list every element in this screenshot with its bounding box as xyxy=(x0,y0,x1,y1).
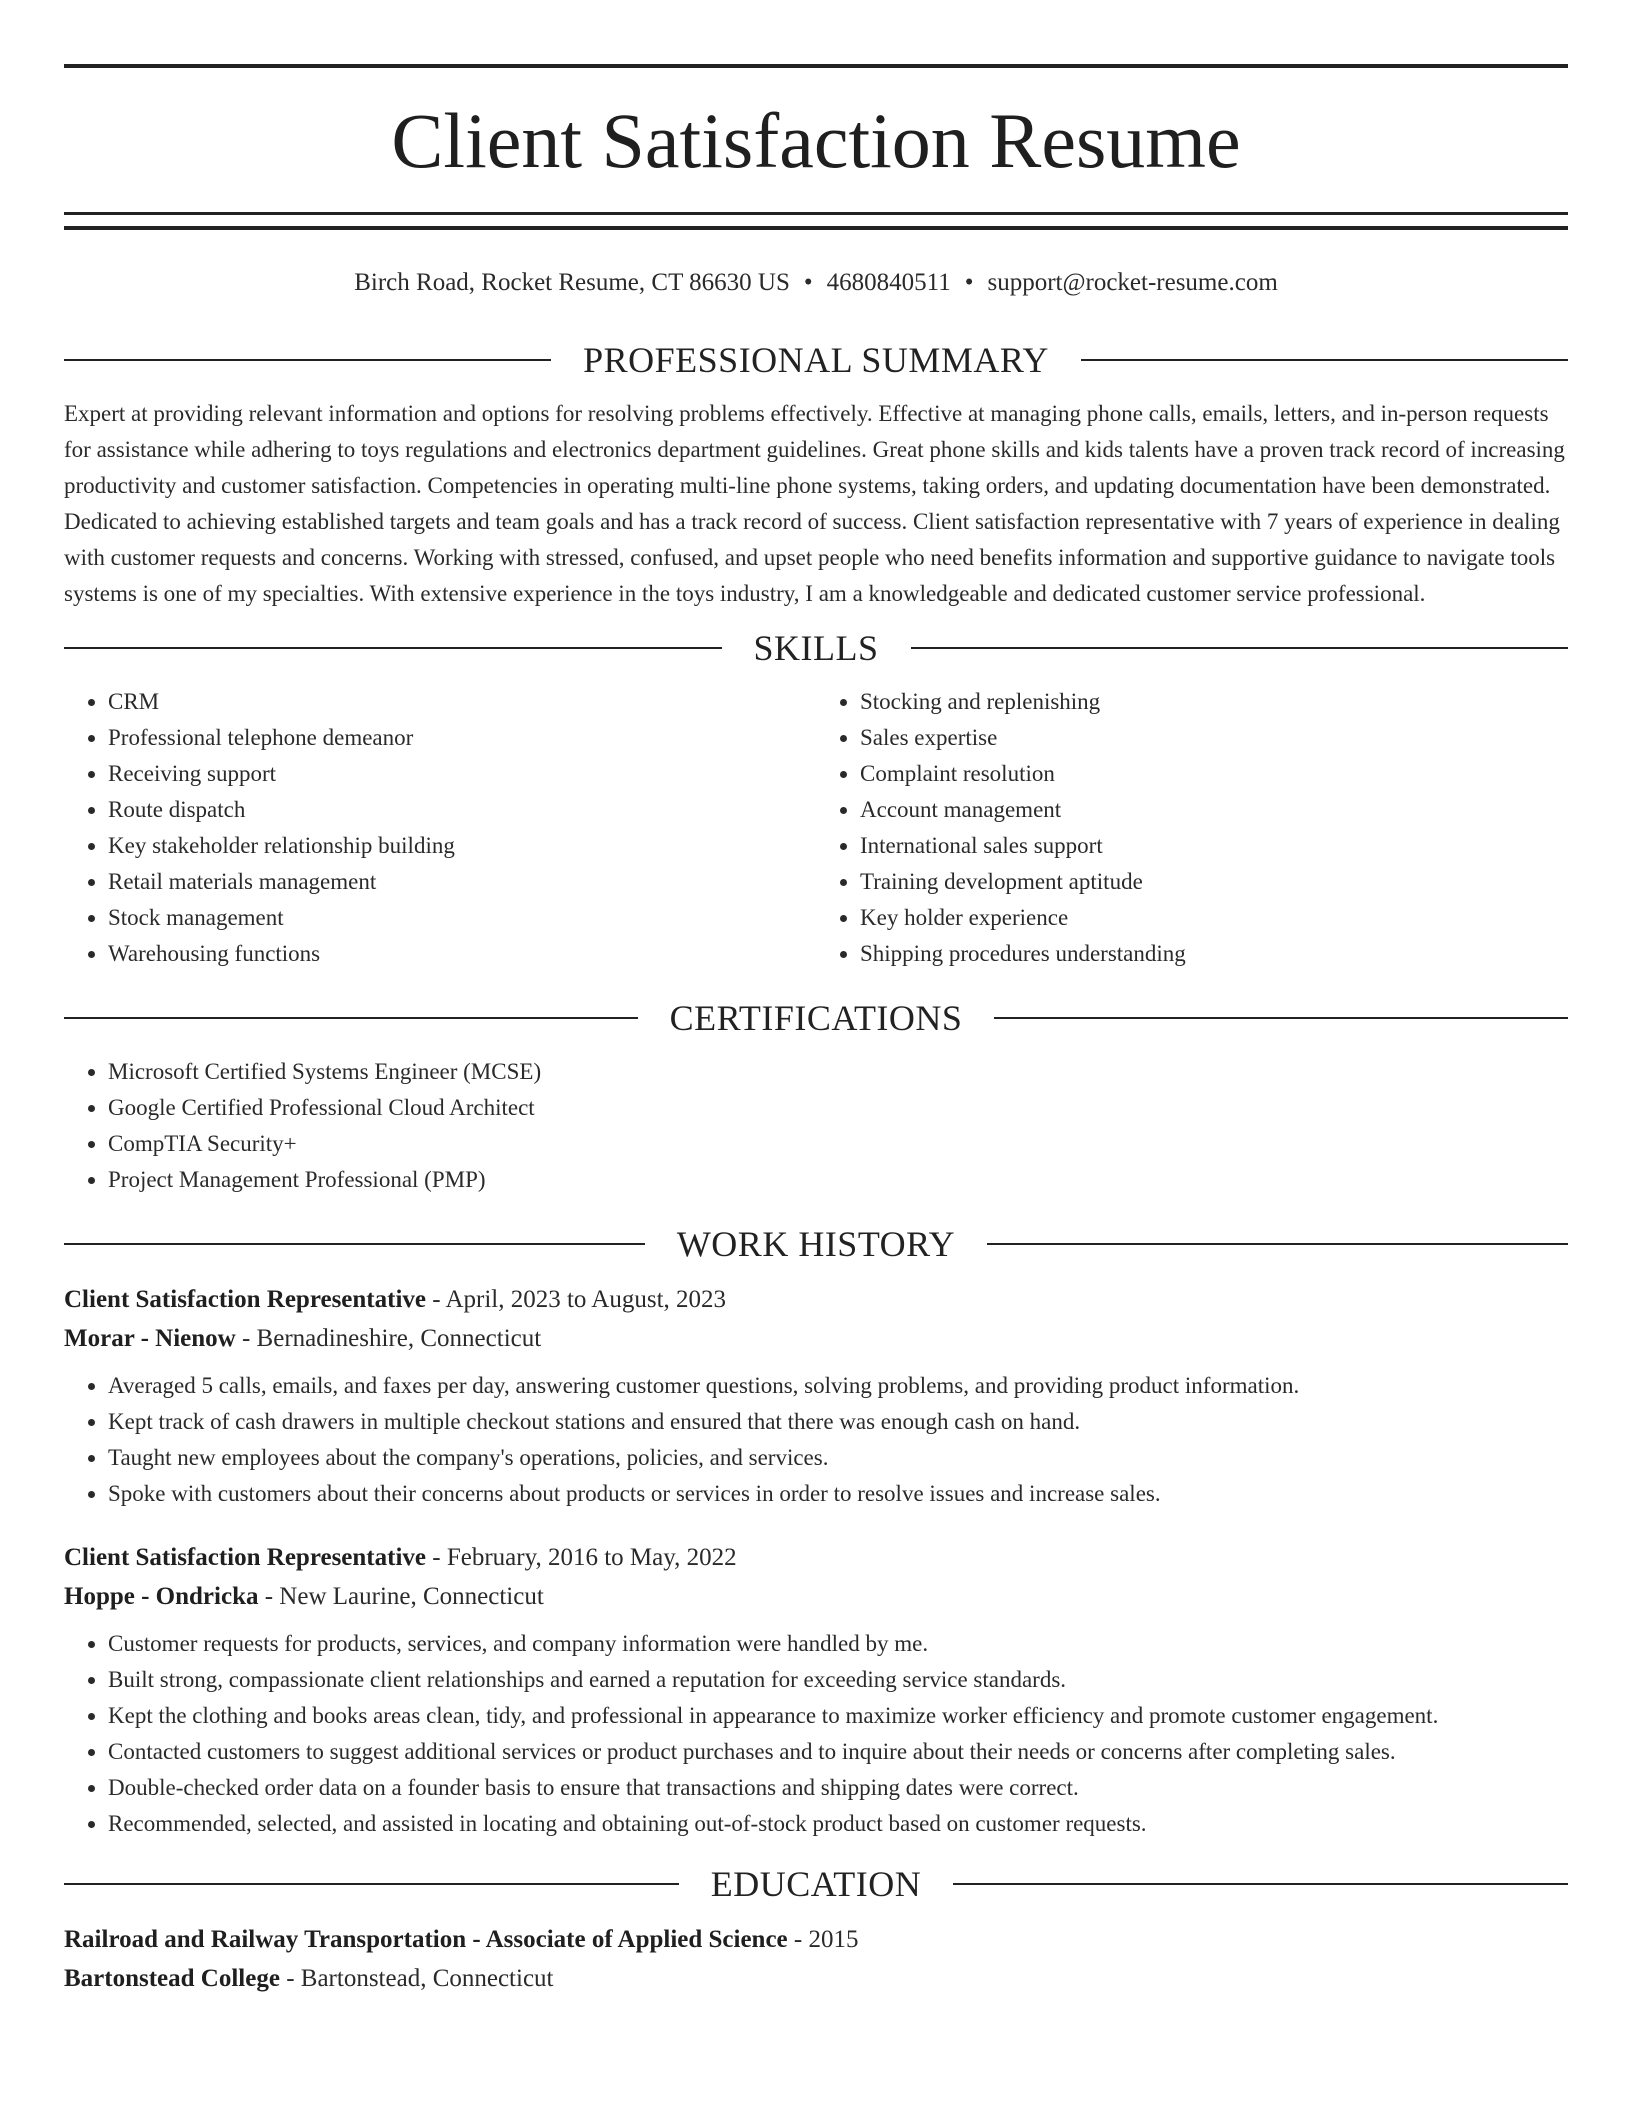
job-company-line xyxy=(64,1319,1568,1358)
list-item: • Stock management xyxy=(108,900,816,936)
list-item: • Built strong, compassionate client relationships and earned a reputation for exceeding service standards. xyxy=(108,1662,1568,1698)
list-item: • Spoke with customers about their concerns about products or services in order to resolve issues and increase sales. xyxy=(108,1476,1568,1512)
education-school: Bartonstead College xyxy=(64,1965,280,1992)
job-company: Hoppe - Ondricka xyxy=(64,1583,259,1610)
section-heading-summary: PROFESSIONAL SUMMARY xyxy=(64,336,1568,384)
job-dates: - April, 2023 to August, 2023 xyxy=(426,1286,727,1313)
list-item: • Recommended, selected, and assisted in locating and obtaining out-of-stock product based on customer requests. xyxy=(108,1806,1568,1842)
list-item: • Taught new employees about the company's operations, policies, and services. xyxy=(108,1440,1568,1476)
top-rule xyxy=(64,64,1568,68)
contact-email[interactable]: support@rocket-resume.com xyxy=(987,269,1278,296)
list-item: • Receiving support xyxy=(108,756,816,792)
list-item: • Microsoft Certified Systems Engineer (MCSE) xyxy=(108,1054,1568,1090)
list-item: • Training development aptitude xyxy=(860,864,1568,900)
education-school-line xyxy=(64,1959,1568,1998)
list-item: • Account management xyxy=(860,792,1568,828)
job-company: Morar - Nienow xyxy=(64,1325,236,1352)
education-location: - Bartonstead, Connecticut xyxy=(279,1965,554,1992)
job-location: - Bernadineshire, Connecticut xyxy=(235,1325,542,1352)
list-item: • Project Management Professional (PMP) xyxy=(108,1162,1568,1198)
section-heading-certifications: CERTIFICATIONS xyxy=(64,994,1568,1042)
work-history xyxy=(64,1280,1568,1842)
job-entry xyxy=(64,1280,1568,1512)
list-item: • Kept the clothing and books areas clean, tidy, and professional in appearance to maximize worker efficiency and promote customer engagement. xyxy=(108,1698,1568,1734)
list-item: • Customer requests for products, services, and company information were handled by me. xyxy=(108,1626,1568,1662)
list-item: • Kept track of cash drawers in multiple checkout stations and ensured that there was enough cash on hand. xyxy=(108,1404,1568,1440)
section-heading-skills: SKILLS xyxy=(64,624,1568,672)
job-title-line xyxy=(64,1538,1568,1577)
education-year: - 2015 xyxy=(787,1926,859,1953)
list-item: • Complaint resolution xyxy=(860,756,1568,792)
skills-columns xyxy=(64,684,1568,972)
job-title: Client Satisfaction Representative xyxy=(64,1286,426,1313)
list-item: • Warehousing functions xyxy=(108,936,816,972)
job-title: Client Satisfaction Representative xyxy=(64,1544,426,1571)
resume-page xyxy=(64,64,1568,1998)
list-item: • Sales expertise xyxy=(860,720,1568,756)
list-item: • Professional telephone demeanor xyxy=(108,720,816,756)
job-location: - New Laurine, Connecticut xyxy=(258,1583,544,1610)
education-degree-line xyxy=(64,1920,1568,1959)
skills-list-left xyxy=(64,684,816,972)
section-heading-education: EDUCATION xyxy=(64,1860,1568,1908)
contact-separator: • xyxy=(803,269,813,296)
contact-separator: • xyxy=(964,269,974,296)
job-dates: - February, 2016 to May, 2022 xyxy=(426,1544,737,1571)
list-item: • Key holder experience xyxy=(860,900,1568,936)
contact-address: Birch Road, Rocket Resume, CT 86630 US xyxy=(354,269,790,296)
list-item: • Averaged 5 calls, emails, and faxes per day, answering customer questions, solving problems, and providing product information. xyxy=(108,1368,1568,1404)
job-title-line xyxy=(64,1280,1568,1319)
education-degree: Railroad and Railway Transportation - Associate of Applied Science xyxy=(64,1926,788,1953)
certifications-list xyxy=(64,1054,1568,1198)
title-double-rule xyxy=(64,212,1568,230)
list-item: • Retail materials management xyxy=(108,864,816,900)
list-item: • Google Certified Professional Cloud Architect xyxy=(108,1090,1568,1126)
contact-line xyxy=(64,269,1568,309)
list-item: • CRM xyxy=(108,684,816,720)
job-company-line xyxy=(64,1577,1568,1616)
section-heading-work-history: WORK HISTORY xyxy=(64,1220,1568,1268)
job-bullets xyxy=(64,1626,1568,1842)
resume-title: Client Satisfaction Resume xyxy=(391,97,1241,184)
job-bullets xyxy=(64,1368,1568,1512)
contact-phone: 4680840511 xyxy=(826,269,951,296)
list-item: • Stocking and replenishing xyxy=(860,684,1568,720)
education-entry xyxy=(64,1920,1568,1998)
list-item: • CompTIA Security+ xyxy=(108,1126,1568,1162)
list-item: • Shipping procedures understanding xyxy=(860,936,1568,972)
list-item: • Route dispatch xyxy=(108,792,816,828)
list-item: • Key stakeholder relationship building xyxy=(108,828,816,864)
skills-list-right xyxy=(816,684,1568,972)
list-item: • Contacted customers to suggest additional services or product purchases and to inquire about their needs or concerns after completing sales. xyxy=(108,1734,1568,1770)
list-item: • Double-checked order data on a founder basis to ensure that transactions and shipping dates were correct. xyxy=(108,1770,1568,1806)
summary-text: Expert at providing relevant information and options for resolving problems effectively. Effective at managing phone calls, emails, letters, and in-person requests for assistance while adhering to toys regulations and electronics department guidelines. Great phone skills and kids talents have a proven track record of increasing productivity and customer satisfaction. Competencies in operating multi-line phone systems, taking orders, and updating documentation have been demonstrated. Dedicated to achieving established targets and team goals and has a track record of success. Client satisfaction representative with 7 years of experience in dealing with customer requests and concerns. Working with stressed, confused, and upset people who need benefits information and supportive guidance to navigate tools systems is one of my specialties. With extensive experience in the toys industry, I am a knowledgeable and dedicated customer service professional. xyxy=(64,401,1565,606)
job-entry xyxy=(64,1538,1568,1842)
list-item: • International sales support xyxy=(860,828,1568,864)
